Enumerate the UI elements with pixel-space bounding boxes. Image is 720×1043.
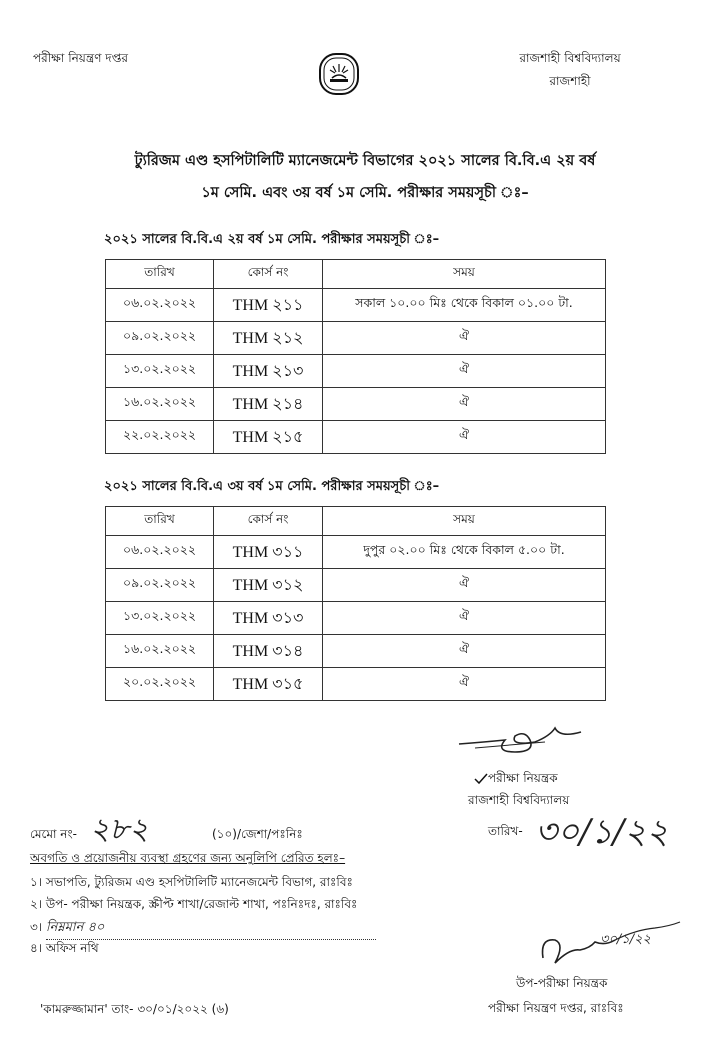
table-row: [106, 388, 606, 421]
table-row: [106, 635, 606, 668]
cell-course: THM ৩১৪: [214, 635, 323, 668]
cell-course: THM ২১১: [214, 289, 323, 322]
schedule-table-2nd-year: [105, 259, 606, 454]
cell-time: সকাল ১০.০০ মিঃ থেকে বিকাল ০১.০০ টা.: [323, 289, 606, 322]
cell-date: ২২.০২.২০২২: [106, 421, 214, 454]
cell-time: ঐ: [323, 388, 606, 421]
copy-item-3: [30, 918, 376, 940]
memo-number-handwritten: ২৮২: [90, 812, 149, 847]
cell-course: THM ২১২: [214, 322, 323, 355]
table-row: [106, 536, 606, 569]
col-course: কোর্স নং: [214, 260, 323, 289]
col-time: সময়: [323, 260, 606, 289]
table-header-row: [106, 507, 606, 536]
cell-date: ০৬.০২.২০২২: [106, 536, 214, 569]
col-time: সময়: [323, 507, 606, 536]
cell-course: THM ৩১১: [214, 536, 323, 569]
cell-time: ঐ: [323, 602, 606, 635]
cell-course: THM ৩১২: [214, 569, 323, 602]
controller-title: পরীক্ষা নিয়ন্ত্রক: [488, 771, 558, 785]
copy-item-3-handwritten: নিম্নমান ৪০: [45, 920, 105, 935]
check-mark-icon: [474, 770, 488, 789]
cell-time: ঐ: [323, 322, 606, 355]
col-course: কোর্স নং: [214, 507, 323, 536]
copy-item-2: ২। উপ- পরীক্ষা নিয়ন্ত্রক, স্ক্রীপ্ট শাখা/রেজাল্ট শাখা, পঃনিঃদঃ, রাঃবিঃ: [30, 897, 358, 911]
copy-item-3-number: ৩।: [30, 920, 43, 934]
table-row: [106, 421, 606, 454]
table-row: [106, 569, 606, 602]
typist-note: 'কামরুজ্জামান' তাং- ৩০/০১/২০২২ (৬): [40, 1002, 229, 1016]
copy-item-1: ১। সভাপতি, ট্যুরিজম এণ্ড হসপিটালিটি ম্যানেজমেন্ট বিভাগ, রাঃবিঃ: [30, 875, 353, 889]
cell-course: THM ২১৪: [214, 388, 323, 421]
cell-date: ১৬.০২.২০২২: [106, 635, 214, 668]
table-row: [106, 355, 606, 388]
cell-time: ঐ: [323, 355, 606, 388]
university-name: রাজশাহী বিশ্ববিদ্যালয়: [519, 51, 621, 65]
cell-time: ঐ: [323, 421, 606, 454]
cell-course: THM ৩১৩: [214, 602, 323, 635]
cell-date: ০৯.০২.২০২২: [106, 569, 214, 602]
cell-course: THM ২১৩: [214, 355, 323, 388]
copies-heading: অবগতি ও প্রয়োজনীয় ব্যবস্থা গ্রহণের জন্য অনুলিপি প্রেরিত হলঃ–: [30, 851, 346, 865]
page-title: [70, 145, 660, 209]
table2-caption: ২০২১ সালের বি.বি.এ ৩য় বর্ষ ১ম সেমি. পরীক্ষার সময়সূচী ঃ–: [104, 479, 440, 494]
sub-controller-office: পরীক্ষা নিয়ন্ত্রণ দপ্তর, রাঃবিঃ: [488, 1001, 624, 1015]
copy-item-3-line: [46, 918, 376, 940]
table-row: [106, 322, 606, 355]
cell-course: THM ৩১৫: [214, 668, 323, 701]
title-line-1: ট্যুরিজম এণ্ড হসপিটালিটি ম্যানেজমেন্ট বিভাগের ২০২১ সালের বি.বি.এ ২য় বর্ষ: [134, 153, 596, 169]
memo-label: মেমো নং-: [30, 827, 77, 841]
memo-suffix: (১০)/জেশা/পঃনিঃ: [212, 827, 303, 841]
sub-signature-date: ৩০/১/২২: [600, 932, 652, 947]
cell-time: ঐ: [323, 668, 606, 701]
table-header-row: [106, 260, 606, 289]
university-city: রাজশাহী: [549, 74, 591, 88]
cell-course: THM ২১৫: [214, 421, 323, 454]
university-seal-icon: [318, 52, 360, 96]
cell-time: ঐ: [323, 569, 606, 602]
title-line-2: ১ম সেমি. এবং ৩য় বর্ষ ১ম সেমি. পরীক্ষার সময়সূচী ঃ–: [201, 185, 529, 201]
col-date: তারিখ: [106, 260, 214, 289]
sub-controller-title: উপ-পরীক্ষা নিয়ন্ত্রক: [516, 976, 608, 990]
table-row: [106, 602, 606, 635]
cell-date: ১৩.০২.২০২২: [106, 602, 214, 635]
cell-time: দুপুর ০২.০০ মিঃ থেকে বিকাল ৫.০০ টা.: [323, 536, 606, 569]
handwritten-date: ৩০/১/২২: [535, 812, 669, 852]
col-date: তারিখ: [106, 507, 214, 536]
cell-time: ঐ: [323, 635, 606, 668]
schedule-table-3rd-year: [105, 506, 606, 701]
controller-signature: [455, 722, 585, 767]
table-row: [106, 289, 606, 322]
office-name: পরীক্ষা নিয়ন্ত্রণ দপ্তর: [33, 51, 129, 65]
date-label: তারিখ-: [488, 824, 523, 838]
table1-caption: ২০২১ সালের বি.বি.এ ২য় বর্ষ ১ম সেমি. পরীক্ষার সময়সূচী ঃ–: [104, 232, 440, 247]
cell-date: ১৬.০২.২০২২: [106, 388, 214, 421]
table-row: [106, 668, 606, 701]
cell-date: ০৯.০২.২০২২: [106, 322, 214, 355]
cell-date: ২০.০২.২০২২: [106, 668, 214, 701]
copy-item-4: ৪। অফিস নথি: [30, 941, 99, 955]
cell-date: ১৩.০২.২০২২: [106, 355, 214, 388]
controller-org: রাজশাহী বিশ্ববিদ্যালয়: [468, 793, 570, 807]
cell-date: ০৬.০২.২০২২: [106, 289, 214, 322]
